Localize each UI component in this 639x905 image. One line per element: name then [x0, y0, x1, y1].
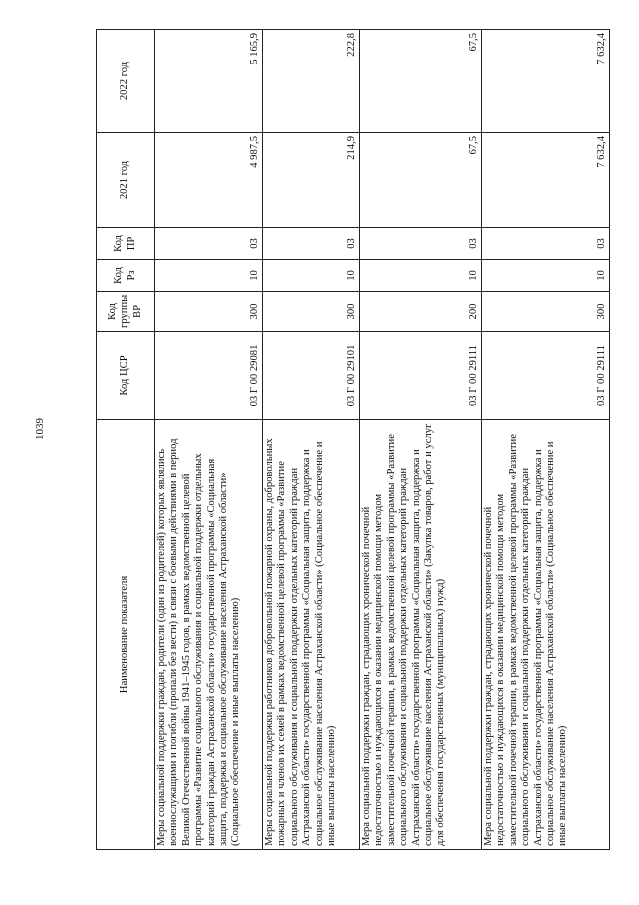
- row-vr: 300: [482, 292, 610, 332]
- header-2022: 2022 год: [97, 30, 155, 133]
- row-pr: 03: [360, 228, 482, 260]
- table-row: [263, 30, 360, 850]
- table-header-row: [97, 30, 155, 850]
- budget-table: [96, 29, 610, 850]
- row-2021: 4 987,5: [155, 133, 263, 228]
- header-name: Наименование показателя: [97, 420, 155, 850]
- row-csr: 03 Г 00 29111: [482, 332, 610, 420]
- row-2021: 7 632,4: [482, 133, 610, 228]
- rotated-table-container: [96, 30, 606, 850]
- header-csr: Код ЦСР: [97, 332, 155, 420]
- header-pr: Код ПР: [97, 228, 155, 260]
- row-csr: 03 Г 00 29111: [360, 332, 482, 420]
- row-pr: 03: [155, 228, 263, 260]
- row-2022: 5 165,9: [155, 30, 263, 133]
- row-vr: 300: [263, 292, 360, 332]
- row-2021: 214,9: [263, 133, 360, 228]
- table-row: [155, 30, 263, 850]
- row-name: Меры социальной поддержки граждан, родители (один из родителей) которых являлись военнослужащими и погибли (пропали без вести) в связи с боевыми действиями в период Великой Отечественной войны 1941–1945 годов, в рамках ведомственной целевой программы «Развитие социального обслуживания и социальной поддержки отдельных категорий граждан Астраханской области» государственной программы «Социальная защита, поддержка и социальное обслуживание населения Астраханской области» (Социальное обеспечение и иные выплаты населению): [155, 420, 263, 850]
- row-2021: 67,5: [360, 133, 482, 228]
- header-2021: 2021 год: [97, 133, 155, 228]
- row-2022: 222,8: [263, 30, 360, 133]
- header-vr: Код группы ВР: [97, 292, 155, 332]
- row-rz: 10: [360, 260, 482, 292]
- table-row: [360, 30, 482, 850]
- row-rz: 10: [155, 260, 263, 292]
- row-rz: 10: [482, 260, 610, 292]
- header-rz: Код Рз: [97, 260, 155, 292]
- row-vr: 300: [155, 292, 263, 332]
- row-name: Мера социальной поддержки граждан, страдающих хронической почечной недостаточностью и нуждающихся в оказании медицинской помощи методом заместительной почечной терапии, в рамках ведомственной целевой программы «Развитие социального обслуживания и социальной поддержки отдельных категорий граждан Астраханской области» государственной программы «Социальная защита, поддержка и социальное обслуживание населения Астраханской области» (Социальное обеспечение и иные выплаты населению): [482, 420, 610, 850]
- row-name: Мера социальной поддержки граждан, страдающих хронической почечной недостаточностью и нуждающихся в оказании медицинской помощи методом заместительной почечной терапии, в рамках ведомственной целевой программы «Развитие социального обслуживания и социальной поддержки отдельных категорий граждан Астраханской области» государственной программы «Социальная защита, поддержка и социальное обслуживание населения Астраханской области» (Закупка товаров, работ и услуг для обеспечения государственных (муниципальных) нужд): [360, 420, 482, 850]
- row-2022: 67,5: [360, 30, 482, 133]
- row-pr: 03: [482, 228, 610, 260]
- row-rz: 10: [263, 260, 360, 292]
- table-row: [482, 30, 610, 850]
- row-csr: 03 Г 00 29081: [155, 332, 263, 420]
- page-number: 1039: [34, 418, 46, 440]
- row-pr: 03: [263, 228, 360, 260]
- row-vr: 200: [360, 292, 482, 332]
- row-name: Меры социальной поддержки работников добровольной пожарной охраны, добровольных пожарных и членов их семей в рамках ведомственной целевой программы «Развитие социального обслуживания и социальной поддержки отдельных категорий граждан Астраханской области» государственной программы «Социальная защита, поддержка и социальное обслуживание населения Астраханской области» (Социальное обеспечение и иные выплаты населению): [263, 420, 360, 850]
- row-csr: 03 Г 00 29101: [263, 332, 360, 420]
- row-2022: 7 632,4: [482, 30, 610, 133]
